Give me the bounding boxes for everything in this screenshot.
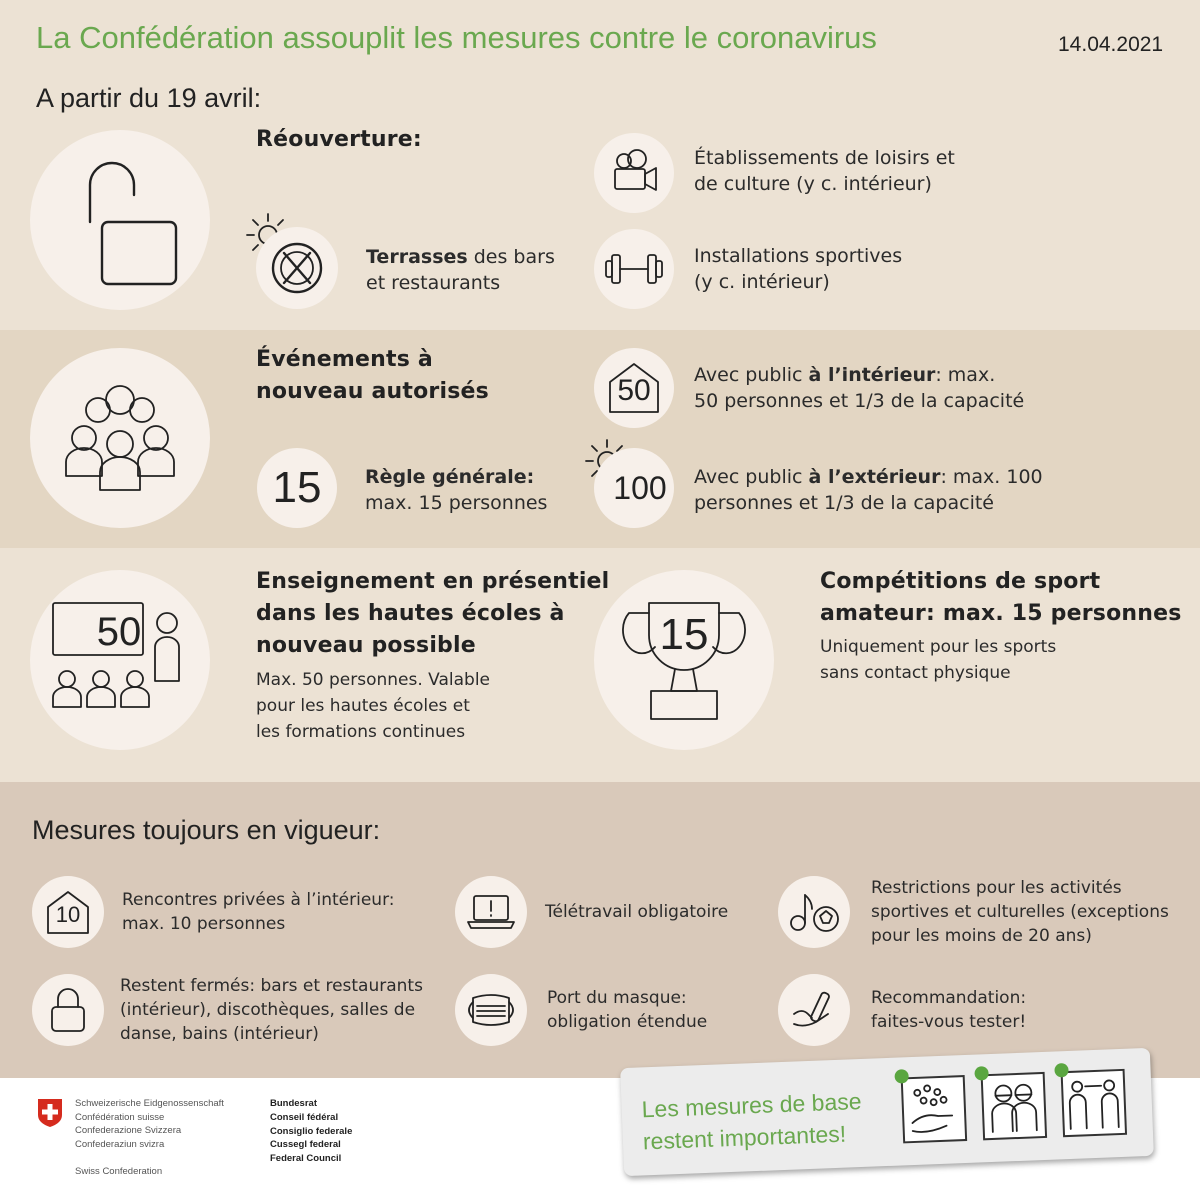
outdoor-pre: Avec public (694, 466, 809, 488)
padlock-closed-icon (48, 985, 88, 1035)
closed-circle (32, 974, 104, 1046)
events-heading-line1: Événements à (256, 347, 433, 372)
confederation-names (75, 1097, 224, 1179)
closed-line1: Restent fermés: bars et restaurants (120, 976, 423, 996)
test-circle (778, 974, 850, 1046)
private-line2: max. 10 personnes (122, 914, 286, 934)
trophy-circle (594, 570, 774, 750)
closed-text (120, 974, 423, 1046)
distance-icon (1063, 1071, 1125, 1135)
mask-line2: obligation étendue (547, 1012, 708, 1032)
telework-text: Télétravail obligatoire (545, 902, 729, 922)
restrictions-line1: Restrictions pour les activités (871, 878, 1122, 898)
classroom-board-number: 50 (96, 610, 142, 654)
terraces-bold: Terrasses (366, 246, 468, 268)
reopening-heading: Réouverture: (256, 127, 422, 152)
private-text (122, 888, 394, 936)
padlock-open-circle (30, 130, 210, 310)
events-heading-line2: nouveau autorisés (256, 379, 489, 404)
mask-line1: Port du masque: (547, 988, 687, 1008)
rule-15-circle (257, 448, 337, 528)
competitions-heading-line2: amateur: max. 15 personnes (820, 601, 1182, 626)
test-text (871, 986, 1026, 1034)
leisure-circle (594, 133, 674, 213)
competitions-heading-line1: Compétitions de sport (820, 569, 1101, 594)
council-line4: Cussegl federal (270, 1139, 341, 1151)
leisure-text (694, 145, 955, 197)
masked-people-card (981, 1072, 1047, 1140)
laptop-warning-icon (466, 892, 516, 932)
org-line2: Confédération suisse (75, 1111, 165, 1123)
handwash-card (901, 1075, 967, 1143)
indoor-pre: Avec public (694, 364, 809, 386)
rule-bold: Règle générale: (365, 466, 535, 488)
sport-circle (594, 229, 674, 309)
org-line3: Confederazione Svizzera (75, 1125, 182, 1136)
private-10-circle (32, 876, 104, 948)
outdoor-bold: à l’extérieur (808, 466, 941, 488)
competitions-body-line1: Uniquement pour les sports (820, 637, 1057, 657)
outdoor-text (694, 464, 1043, 516)
badge-line1: Les mesures de base (641, 1087, 862, 1123)
masked-people-icon (983, 1074, 1045, 1138)
subtitle: A partir du 19 avril: (36, 83, 262, 113)
council-line5: Federal Council (270, 1153, 342, 1165)
competitions-body (820, 634, 1056, 686)
outdoor-post: : max. 100 (940, 466, 1043, 488)
education-heading-line3: nouveau possible (256, 633, 476, 658)
test-swab-hand-icon (788, 984, 840, 1036)
terraces-text (366, 244, 555, 296)
badge-line2: restent importantes! (642, 1120, 847, 1155)
sport-text (694, 243, 902, 295)
education-heading (256, 566, 609, 662)
test-line2: faites-vous tester! (871, 1012, 1027, 1032)
measures-heading: Mesures toujours en vigueur: (32, 815, 381, 845)
trophy-number: 15 (659, 610, 709, 659)
sport-line2: (y c. intérieur) (694, 271, 830, 293)
leisure-line1: Établissements de loisirs et (694, 147, 955, 169)
indoor-50-circle (594, 348, 674, 428)
competitions-body-line2: sans contact physique (820, 663, 1011, 683)
plate-cutlery-icon (266, 237, 328, 299)
leisure-line2: de culture (y c. intérieur) (694, 173, 932, 195)
mask-icon (461, 990, 521, 1030)
date-label: 14.04.2021 (1058, 33, 1164, 56)
council-line1: Bundesrat (270, 1098, 317, 1109)
classroom-circle (30, 570, 210, 750)
terraces-rest: des bars (467, 246, 555, 268)
education-body-line1: Max. 50 personnes. Valable (256, 670, 490, 690)
private-10-number: 10 (55, 902, 81, 927)
terrace-circle (256, 227, 338, 309)
test-line1: Recommandation: (871, 988, 1027, 1008)
indoor-50-number: 50 (617, 374, 651, 407)
org-line4: Confederaziun svizra (75, 1138, 165, 1150)
sport-line1: Installations sportives (694, 245, 903, 267)
telework-circle (455, 876, 527, 948)
restrictions-line3: pour les moins de 20 ans) (871, 926, 1092, 946)
indoor-post: : max. (935, 364, 996, 386)
education-heading-line1: Enseignement en présentiel (256, 569, 610, 594)
indoor-line2: 50 personnes et 1/3 de la capacité (694, 390, 1025, 412)
education-body (256, 667, 490, 745)
org-line5: Swiss Confederation (75, 1166, 163, 1177)
badge-text (641, 1085, 863, 1157)
mask-text (547, 986, 707, 1034)
education-heading-line2: dans les hautes écoles à (256, 601, 565, 626)
council-line3: Consiglio federale (270, 1125, 353, 1137)
swiss-flag-icon (36, 1097, 64, 1129)
restrictions-line2: sportives et culturelles (exceptions (871, 902, 1169, 922)
crowd-circle (30, 348, 210, 528)
federal-council-names (270, 1097, 352, 1166)
crowd-icon (50, 378, 190, 498)
rule-15-number: 15 (272, 463, 322, 512)
education-body-line3: les formations continues (256, 722, 466, 742)
org-line1: Schweizerische Eidgenossenschaft (75, 1098, 224, 1109)
terraces-line2: et restaurants (366, 272, 501, 294)
events-heading (256, 344, 489, 408)
music-ball-icon (786, 889, 842, 935)
film-camera-icon (604, 143, 664, 203)
rule-text (365, 464, 547, 516)
mask-circle (455, 974, 527, 1046)
rule-line2: max. 15 personnes (365, 492, 548, 514)
closed-line2: (intérieur), discothèques, salles de (120, 1000, 416, 1020)
indoor-text (694, 362, 1024, 414)
closed-line3: danse, bains (intérieur) (120, 1024, 319, 1044)
page-title: La Confédération assouplit les mesures contre le coronavirus (36, 20, 877, 55)
education-body-line2: pour les hautes écoles et (256, 696, 470, 716)
restrictions-circle (778, 876, 850, 948)
dumbbell-icon (602, 249, 666, 289)
outdoor-100-number: 100 (613, 469, 667, 506)
council-line2: Conseil fédéral (270, 1111, 339, 1123)
padlock-open-icon (50, 150, 190, 290)
distance-card (1061, 1069, 1127, 1137)
indoor-bold: à l’intérieur (808, 364, 936, 386)
outdoor-line2: personnes et 1/3 de la capacité (694, 492, 995, 514)
outdoor-100-circle (594, 448, 674, 528)
competitions-heading (820, 566, 1182, 630)
handwash-icon (903, 1077, 965, 1141)
basic-measures-badge (620, 1048, 1154, 1176)
private-line1: Rencontres privées à l’intérieur: (122, 890, 395, 910)
restrictions-text (871, 876, 1169, 948)
